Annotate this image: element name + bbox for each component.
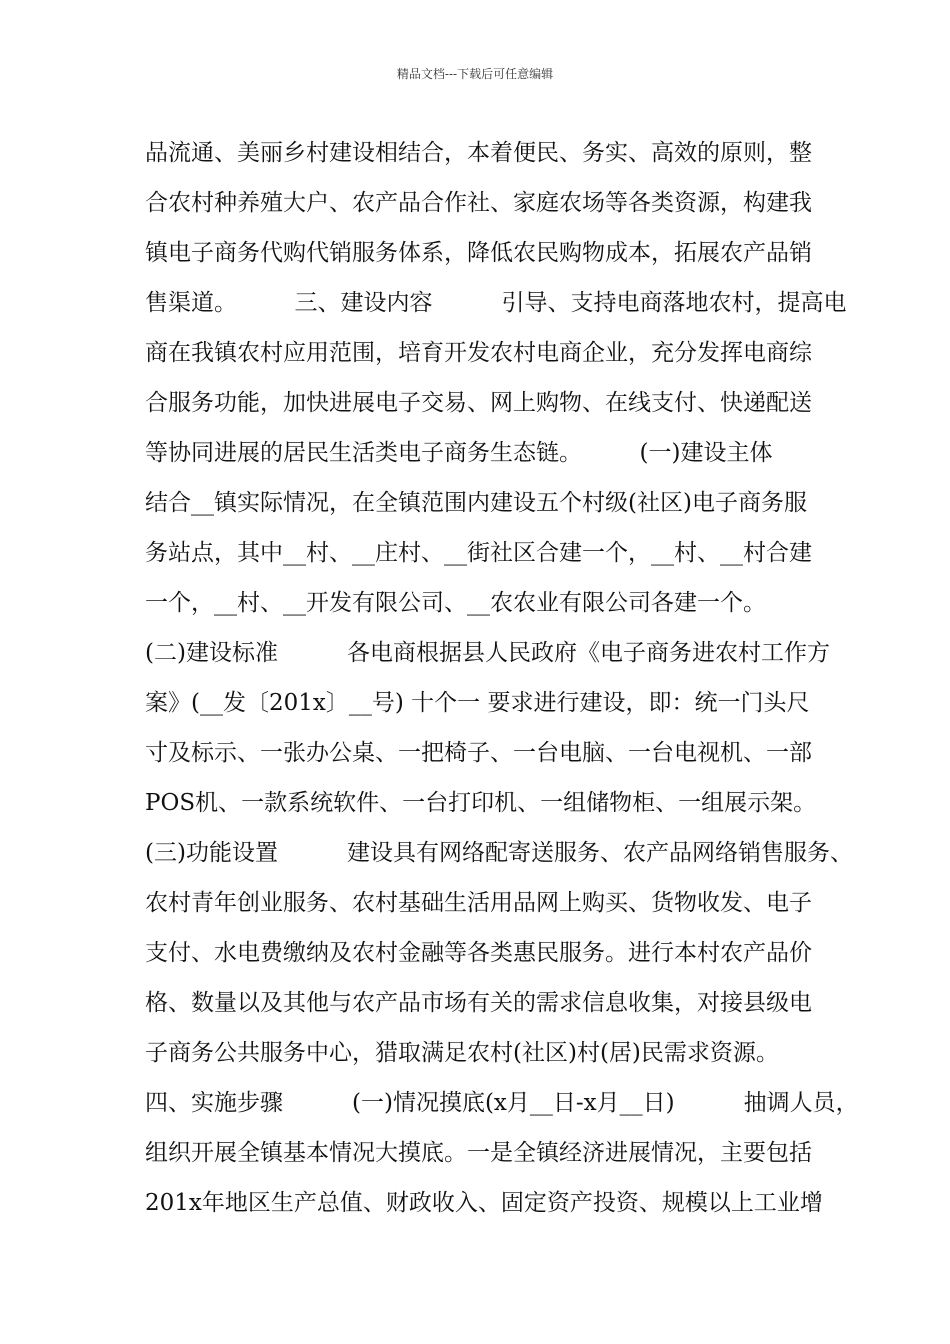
text-line: 四、实施步骤 (一)情况摸底(x月__日-x月__日) 抽调人员， [145, 1090, 859, 1116]
text-line: (三)功能设置 建设具有网络配寄送服务、农产品网络销售服务、 [145, 840, 853, 866]
text-line: 组织开展全镇基本情况大摸底。一是全镇经济进展情况，主要包括 [145, 1140, 812, 1166]
text-line: 镇电子商务代购代销服务体系，降低农民购物成本，拓展农产品销 [145, 240, 812, 266]
text-line: 一个，__村、__开发有限公司、__农农业有限公司各建一个。 [145, 590, 766, 616]
text-line: 结合__镇实际情况，在全镇范围内建设五个村级(社区)电子商务服 [145, 490, 807, 516]
text-line: 合服务功能，加快进展电子交易、网上购物、在线支付、快递配送 [145, 390, 812, 416]
text-line: 合农村种养殖大户、农产品合作社、家庭农场等各类资源，构建我 [145, 190, 812, 216]
text-line: POS机、一款系统软件、一台打印机、一组储物柜、一组展示架。 [145, 790, 817, 816]
page-header: 精品文档---下载后可任意编辑 [396, 67, 554, 81]
text-line: (二)建设标准 各电商根据县人民政府《电子商务进农村工作方 [145, 640, 830, 666]
text-line: 子商务公共服务中心，猎取满足农村(社区)村(居)民需求资源。 [145, 1040, 779, 1066]
text-line: 商在我镇农村应用范围，培育开发农村电商企业，充分发挥电商综 [145, 340, 812, 366]
document-body [145, 128, 859, 1228]
text-line: 201x年地区生产总值、财政收入、固定资产投资、规模以上工业增 [145, 1190, 823, 1216]
text-line: 售渠道。 三、建设内容 引导、支持电商落地农村，提高电 [145, 290, 847, 316]
text-line: 格、数量以及其他与农产品市场有关的需求信息收集，对接县级电 [145, 990, 812, 1016]
text-line: 支付、水电费缴纳及农村金融等各类惠民服务。进行本村农产品价 [145, 940, 812, 966]
text-line: 农村青年创业服务、农村基础生活用品网上购买、货物收发、电子 [145, 890, 812, 916]
text-line: 寸及标示、一张办公桌、一把椅子、一台电脑、一台电视机、一部 [145, 740, 812, 766]
text-line: 品流通、美丽乡村建设相结合，本着便民、务实、高效的原则，整 [145, 140, 812, 166]
text-line: 等协同进展的居民生活类电子商务生态链。 (一)建设主体 [145, 440, 773, 466]
text-line: 案》(__发〔201x〕__号) 十个一 要求进行建设，即：统一门头尺 [145, 690, 810, 716]
text-line: 务站点，其中__村、__庄村、__街社区合建一个，__村、__村合建 [145, 540, 812, 566]
